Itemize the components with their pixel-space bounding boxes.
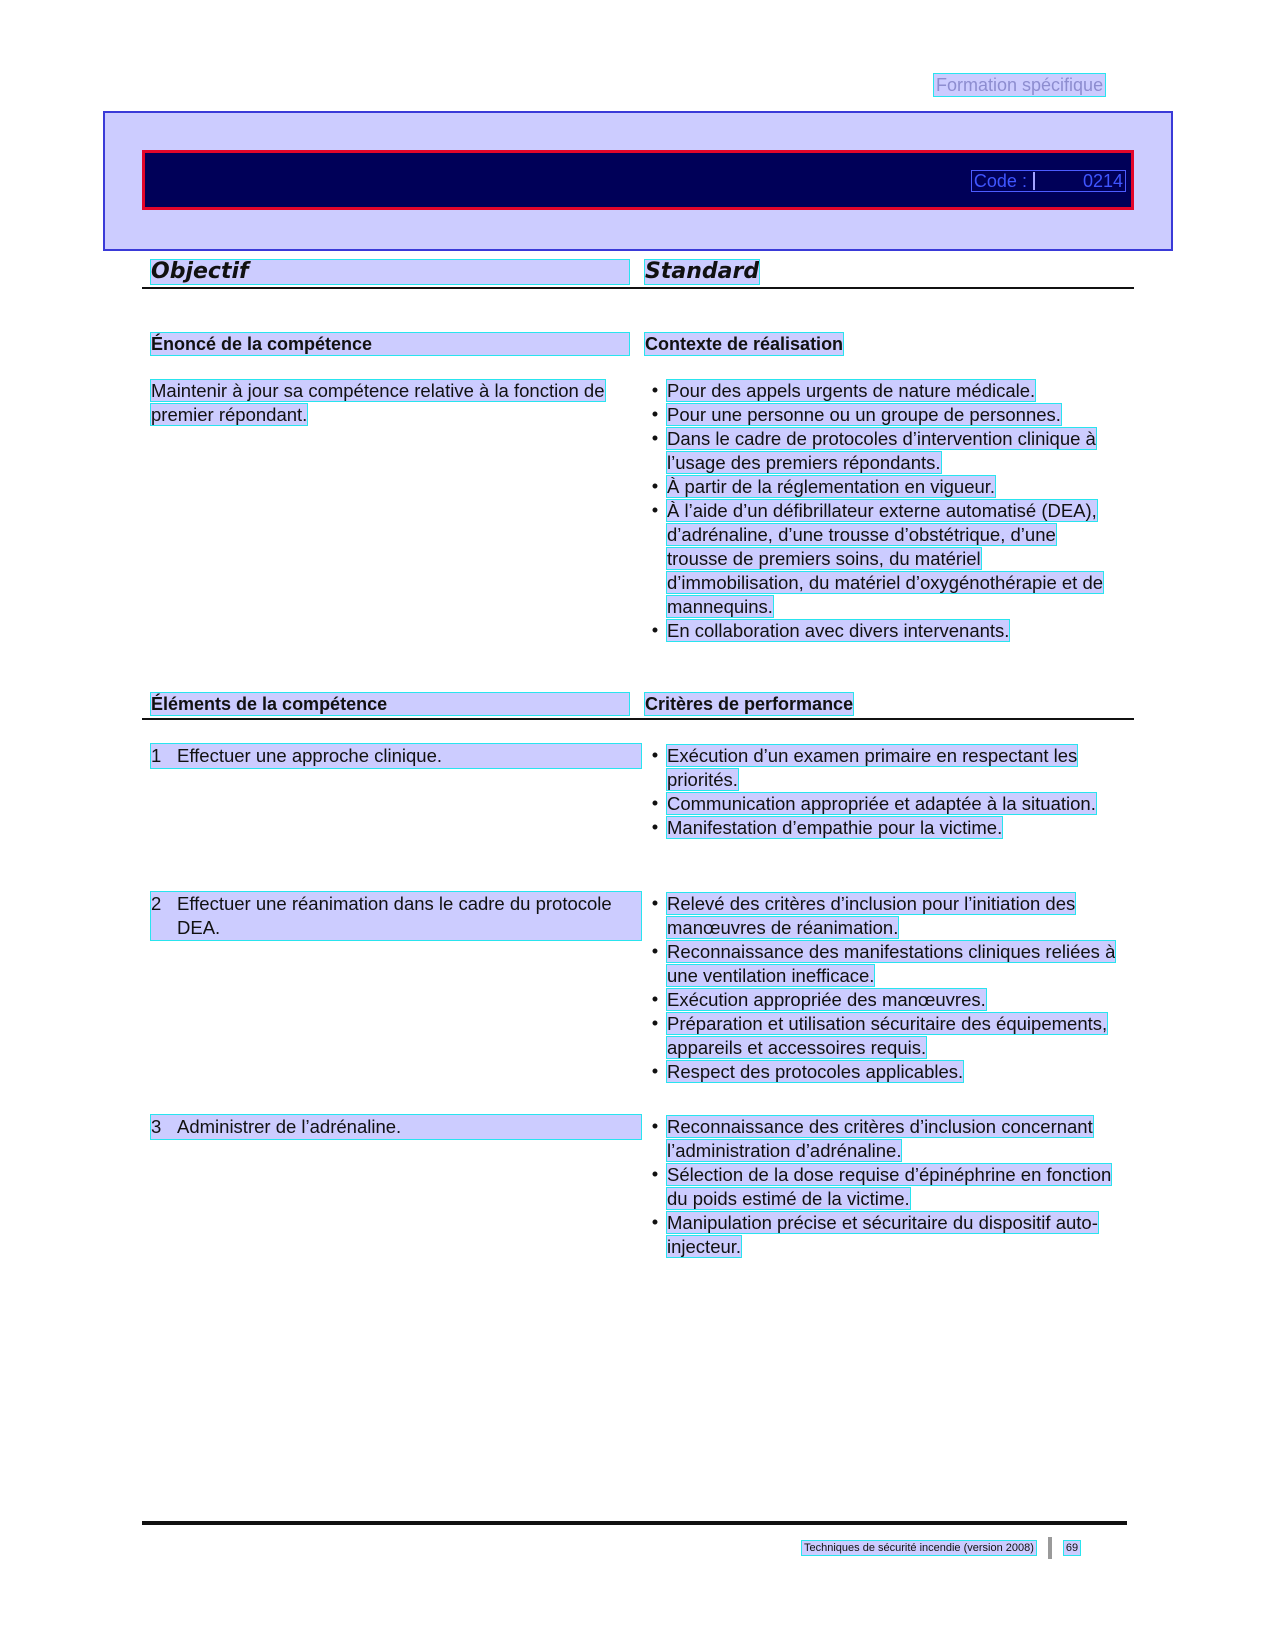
list-item: • Dans le cadre de protocoles d’intervention clinique à l’usage des premiers répondants. [645, 427, 1120, 475]
criteria-list-1 [645, 744, 1120, 840]
course-code-label: Code : [973, 171, 1027, 191]
criteria-list-2 [645, 892, 1120, 1084]
elements-heading: Éléments de la compétence [151, 693, 629, 715]
footer-title: Techniques de sécurité incendie (version 2008) [804, 1542, 1034, 1554]
page-footer [802, 1537, 1080, 1559]
list-item: • Exécution appropriée des manœuvres. [645, 988, 1120, 1012]
bullet-icon: • [651, 619, 659, 640]
bullet-icon: • [651, 1012, 659, 1033]
list-item: • Reconnaissance des critères d’inclusion concernant l’administration d’adrénaline. [645, 1115, 1120, 1163]
bullet-icon: • [651, 379, 659, 400]
bullet-icon: • [651, 816, 659, 837]
banner-bar [142, 150, 1134, 210]
bullet-icon: • [651, 499, 659, 520]
list-item: • À l’aide d’un défibrillateur externe automatisé (DEA), d’adrénaline, d’une trousse d’obstétrique, d’une trousse de premiers soins, du matériel d’immobilisation, du matériel d’oxygénothérapie et de mannequins. [645, 499, 1120, 619]
list-item: • Pour des appels urgents de nature médicale. [645, 379, 1120, 403]
list-item: • Reconnaissance des manifestations cliniques reliées à une ventilation inefficace. [645, 940, 1120, 988]
competence-element-2 [151, 892, 641, 940]
bullet-icon: • [651, 1211, 659, 1232]
criteria-list-3 [645, 1115, 1120, 1259]
context-heading: Contexte de réalisation [645, 334, 844, 354]
element-text: Administrer de l’adrénaline. [177, 1116, 402, 1137]
list-item: • Préparation et utilisation sécuritaire des équipements, appareils et accessoires requis. [645, 1012, 1120, 1060]
bullet-icon: • [651, 744, 659, 765]
list-item: • Communication appropriée et adaptée à la situation. [645, 792, 1120, 816]
element-number: 1 [151, 745, 162, 766]
bullet-icon: • [651, 427, 659, 448]
list-item: • Sélection de la dose requise d’épinéphrine en fonction du poids estimé de la victime. [645, 1163, 1120, 1211]
program-label: Formation spécifique [936, 75, 1104, 95]
section-rule [142, 718, 1134, 720]
criteria-heading: Critères de performance [645, 694, 854, 714]
column-heading-objectif: Objectif [151, 260, 629, 284]
footer-rule [142, 1521, 1127, 1525]
list-item: • Relevé des critères d’inclusion pour l’initiation des manœuvres de réanimation. [645, 892, 1120, 940]
element-number: 2 [151, 893, 162, 914]
bullet-icon: • [651, 988, 659, 1009]
competence-element-3 [151, 1115, 641, 1139]
list-item: • Respect des protocoles applicables. [645, 1060, 1120, 1084]
heading-rule [142, 287, 1134, 289]
code-divider [1033, 172, 1035, 190]
competence-statement [151, 379, 629, 427]
statement-heading: Énoncé de la compétence [151, 333, 629, 355]
bullet-icon: • [651, 1115, 659, 1136]
footer-separator [1048, 1537, 1052, 1559]
element-text: Effectuer une réanimation dans le cadre du protocole DEA. [177, 893, 612, 938]
list-item: • En collaboration avec divers intervenants. [645, 619, 1120, 643]
element-number: 3 [151, 1116, 162, 1137]
column-heading-standard: Standard [645, 259, 760, 284]
competence-element-1 [151, 744, 641, 768]
list-item: • À partir de la réglementation en vigueur. [645, 475, 1120, 499]
bullet-icon: • [651, 792, 659, 813]
element-text: Effectuer une approche clinique. [177, 745, 443, 766]
bullet-icon: • [651, 940, 659, 961]
page-number: 69 [1065, 1542, 1079, 1554]
bullet-icon: • [651, 403, 659, 424]
course-code [972, 171, 1125, 191]
list-item: • Manipulation précise et sécuritaire du dispositif auto-injecteur. [645, 1211, 1120, 1259]
bullet-icon: • [651, 475, 659, 496]
bullet-icon: • [651, 1163, 659, 1184]
list-item: • Pour une personne ou un groupe de personnes. [645, 403, 1120, 427]
bullet-icon: • [651, 1060, 659, 1081]
list-item: • Exécution d’un examen primaire en respectant les priorités. [645, 744, 1120, 792]
course-code-value: 0214 [1082, 171, 1123, 191]
bullet-icon: • [651, 892, 659, 913]
competence-statement-text: Maintenir à jour sa compétence relative à la fonction de premier répondant. [151, 380, 605, 425]
list-item: • Manifestation d’empathie pour la victime. [645, 816, 1120, 840]
context-list [645, 379, 1120, 643]
